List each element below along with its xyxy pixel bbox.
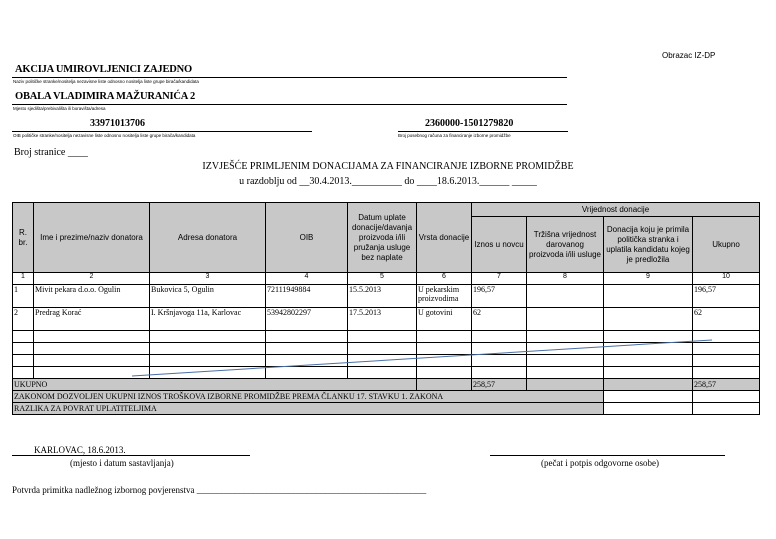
row-market — [527, 285, 604, 308]
refund-row — [13, 403, 760, 415]
report-title: IZVJEŠĆE PRIMLJENIM DONACIJAMA ZA FINANCIRANJE IZBORNE PROMIDŽBE — [202, 161, 574, 172]
seat-address: OBALA VLADIMIRA MAŽURANIĆA 2 — [15, 91, 196, 102]
row-donor-oib: 72111949884 — [266, 285, 348, 308]
col-header-date: Datum uplate donacije/davanja proizvoda i/ili pružanja usluge bez naplate — [348, 203, 417, 273]
col-header-total: Ukupno — [693, 217, 760, 273]
donations-table — [12, 202, 760, 415]
place-date-value: KARLOVAC, 18.6.2013. — [34, 445, 126, 455]
row-date: 17.5.2013 — [348, 308, 417, 331]
strike-through-line — [12, 330, 725, 380]
column-number: 7 — [472, 273, 527, 285]
column-number: 5 — [348, 273, 417, 285]
oib-value: 33971013706 — [90, 118, 145, 129]
row-party-donation — [604, 285, 693, 308]
row-rbr: 1 — [13, 285, 34, 308]
oib-caption: OIB političke stranke/nositelja nezavisne liste odnosno nositelja liste grupe birača/kandidata — [13, 133, 196, 138]
account-value: 2360000-1501279820 — [425, 118, 514, 129]
row-type: U gotovini — [417, 308, 472, 331]
col-header-market: Tržišna vrijednost darovanog proizvoda i/ili usluge — [527, 217, 604, 273]
row-rbr: 2 — [13, 308, 34, 331]
col-header-type: Vrsta donacije — [417, 203, 472, 273]
form-code: Obrazac IZ-DP — [662, 51, 716, 60]
row-donor-address: Bukovica 5, Ogulin — [150, 285, 266, 308]
account-underline — [398, 131, 568, 132]
column-number: 6 — [417, 273, 472, 285]
row-market — [527, 308, 604, 331]
col-header-value-group: Vrijednost donacije — [472, 203, 760, 217]
page-number: Broj stranice ____ — [14, 147, 88, 158]
row-party-donation — [604, 308, 693, 331]
party-name-caption: Naziv političke stranke/nositelja nezavisne liste odnosno nositelja liste grupe birača/kandidata — [13, 79, 199, 84]
column-number-row — [13, 273, 760, 285]
col-header-party-donation: Donacija koju je primila politička stranka i uplatila kandidatu kojeg je predložila — [604, 217, 693, 273]
refund-label: RAZLIKA ZA POVRAT UPLATITELJIMA — [13, 403, 604, 415]
oib-underline — [12, 131, 312, 132]
seat-address-underline — [12, 104, 567, 105]
row-donor-address: I. Kršnjavoga 11a, Karlovac — [150, 308, 266, 331]
column-number: 1 — [13, 273, 34, 285]
place-date-caption: (mjesto i datum sastavljanja) — [70, 458, 174, 468]
total-cash: 258,57 — [472, 379, 527, 391]
stamp-caption: (pečat i potpis odgovorne osobe) — [541, 458, 659, 468]
receipt-line: Potvrda primitka nadležnog izbornog povjerenstva ___________________________________________________ — [12, 485, 427, 495]
row-total: 62 — [693, 308, 760, 331]
total-label: UKUPNO — [13, 379, 417, 391]
column-number: 9 — [604, 273, 693, 285]
total-row — [13, 379, 760, 391]
row-donor-name: Predrag Korać — [34, 308, 150, 331]
column-number: 8 — [527, 273, 604, 285]
legal-max-label: ZAKONOM DOZVOLJEN UKUPNI IZNOS TROŠKOVA IZBORNE PROMIDŽBE PREMA ČLANKU 17. STAVKU 1. ZAKONA — [13, 391, 604, 403]
col-header-address: Adresa donatora — [150, 203, 266, 273]
place-date-underline — [12, 455, 250, 456]
seat-caption: Mjesto sjedišta/prebivališta ili boravišta/adresa — [13, 106, 106, 111]
stamp-underline — [490, 455, 725, 456]
total-total: 258,57 — [693, 379, 760, 391]
table-row — [13, 308, 760, 331]
row-donor-oib: 53942802297 — [266, 308, 348, 331]
row-type: U pekarskim proizvodima — [417, 285, 472, 308]
table-row — [13, 285, 760, 308]
col-header-name: Ime i prezime/naziv donatora — [34, 203, 150, 273]
column-number: 3 — [150, 273, 266, 285]
account-caption: Broj posebnog računa za financiranje izborne promidžbe — [398, 133, 511, 138]
report-period: u razdoblju od __30.4.2013.__________ do ____18.6.2013.______ _____ — [239, 176, 537, 187]
row-cash: 196,57 — [472, 285, 527, 308]
column-number: 4 — [266, 273, 348, 285]
row-total: 196,57 — [693, 285, 760, 308]
row-date: 15.5.2013 — [348, 285, 417, 308]
column-number: 2 — [34, 273, 150, 285]
party-name: AKCIJA UMIROVLJENICI ZAJEDNO — [15, 64, 193, 75]
party-name-underline — [12, 77, 567, 78]
col-header-oib: OIB — [266, 203, 348, 273]
col-header-rbr: R. br. — [13, 203, 34, 273]
legal-max-row — [13, 391, 760, 403]
row-cash: 62 — [472, 308, 527, 331]
column-number: 10 — [693, 273, 760, 285]
col-header-cash: Iznos u novcu — [472, 217, 527, 273]
row-donor-name: Mivit pekara d.o.o. Ogulin — [34, 285, 150, 308]
